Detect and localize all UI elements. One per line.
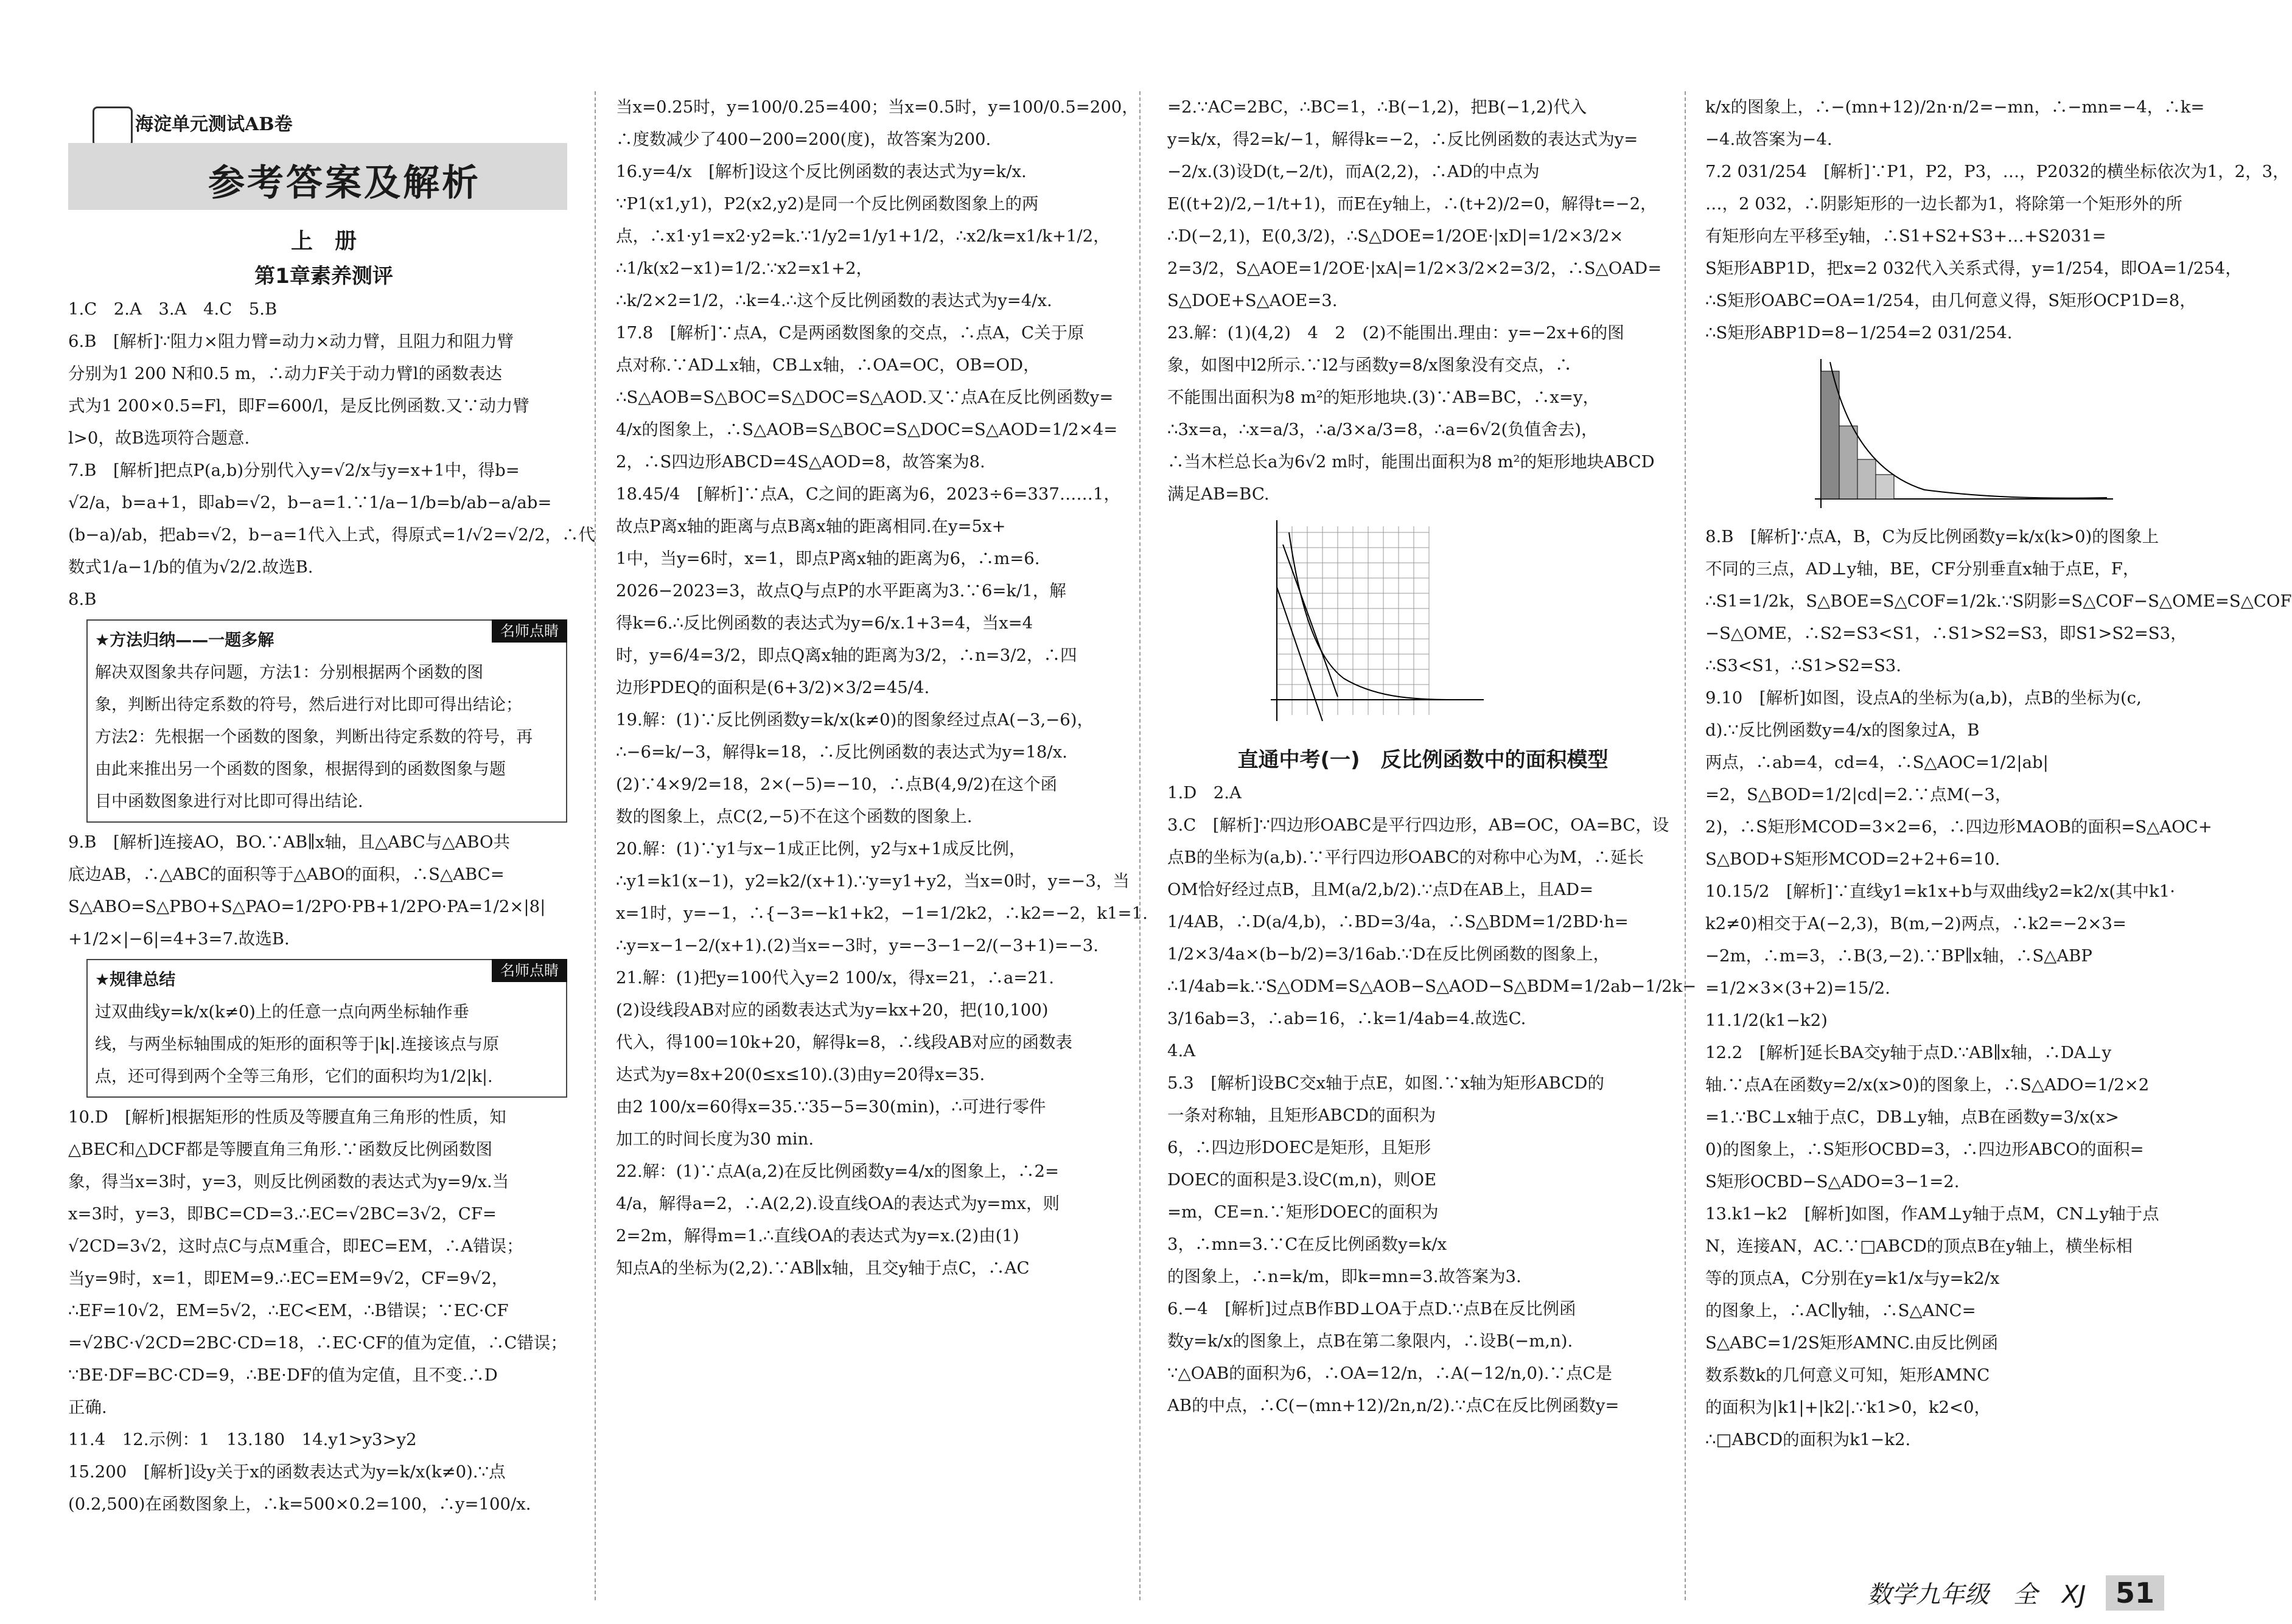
answer-line: 1.D 2.A: [1167, 783, 1242, 803]
answer-line: 9.10 [解析]如图，设点A的坐标为(a,b)，点B的坐标为(c,: [1705, 688, 2142, 708]
answer-line: 4/x的图象上，∴S△AOB=S△BOC=S△DOC=S△AOD=1/2×4=: [616, 420, 1118, 439]
volume-title: 上 册: [290, 229, 357, 254]
tip-line: 线，与两坐标轴围成的矩形的面积等于|k|.连接该点与原: [95, 1035, 500, 1054]
answer-line: 5.3 [解析]设BC交x轴于点E，如图.∵x轴为矩形ABCD的: [1167, 1073, 1604, 1093]
answer-line: 当x=0.25时，y=100/0.25=400；当x=0.5时，y=100/0.5=200，: [616, 97, 1139, 117]
answer-line: ∴□ABCD的面积为k1−k2.: [1705, 1430, 1911, 1449]
answer-line: 数y=k/x的图象上，点B在第二象限内，∴设B(−m,n).: [1167, 1331, 1573, 1351]
answer-line: S矩形ABP1D，把x=2 032代入关系式得，y=1/254，即OA=1/254，: [1705, 259, 2242, 278]
answer-line: AB的中点，∴C(−(mn+12)/2n,n/2).∵点C在反比例函数y=: [1167, 1396, 1619, 1415]
step-area-figure: [1803, 353, 2119, 517]
tip-tag: 名师点睛: [492, 959, 567, 982]
tip-title: ★方法归纳——一题多解: [95, 631, 274, 650]
answer-line: l>0，故B选项符合题意.: [68, 428, 250, 448]
answer-line: 正确.: [68, 1398, 107, 1417]
answer-line: =√2BC·√2CD=2BC·CD=18，∴EC·CF的值为定值，∴C错误；: [68, 1333, 567, 1353]
page-footer: [1867, 1575, 2164, 1611]
answer-line: 7.2 031/254 [解析]∵P1，P2，P3，…，P2032的横坐标依次为1，2，3，: [1705, 162, 2290, 181]
answer-line: 数式1/a−1/b的值为√2/2.故选B.: [68, 557, 313, 577]
tip-title: ★规律总结: [95, 971, 176, 989]
answer-line: 6.B [解析]∵阻力×阻力臂=动力×动力臂，且阻力和阻力臂: [68, 332, 514, 351]
answer-line: 11.1/2(k1−k2): [1705, 1011, 1828, 1030]
answer-line: 得k=6.∴反比例函数的表达式为y=6/x.1+3=4，当x=4: [616, 613, 1033, 633]
answer-line: △BEC和△DCF都是等腰直角三角形.∵函数反比例函数图: [68, 1140, 493, 1159]
answer-line: 数系数k的几何意义可知，矩形AMNC: [1705, 1365, 1990, 1385]
answer-line: 一条对称轴，且矩形ABCD的面积为: [1167, 1106, 1436, 1125]
tip-line: 象，判断出待定系数的符号，然后进行对比即可得出结论；: [95, 695, 522, 714]
answer-line: 不同的三点，AD⊥y轴，BE，CF分别垂直x轴于点E，F，: [1705, 559, 2140, 579]
answer-line: k2≠0)相交于A(−2,3)，B(m,−2)两点，∴k2=−2×3=: [1705, 914, 2126, 933]
answer-line: 11.4 12.示例：1 13.180 14.y1>y3>y2: [68, 1430, 417, 1449]
answer-line: −S△OME，∴S2=S3<S1，∴S1>S2=S3，即S1>S2=S3，: [1705, 624, 2187, 643]
answer-line: ∴S1=1/2k，S△BOE=S△COF=1/2k.∵S阴影=S△COF−S△OME=S△COF: [1705, 591, 2292, 611]
answer-line: N，连接AN，AC.∵□ABCD的顶点B在y轴上，横坐标相: [1705, 1236, 2133, 1256]
answer-line: ∴EF=10√2，EM=5√2，∴EC<EM，∴B错误；∵EC·CF: [68, 1301, 509, 1320]
answer-line: ∵△OAB的面积为6，∴OA=12/n，∴A(−12/n,0).∵点C是: [1167, 1364, 1613, 1383]
answer-line: 2)，∴S矩形MCOD=3×2=6，∴四边形MAOB的面积=S△AOC+: [1705, 817, 2212, 837]
answer-line: √2/a，b=a+1，即ab=√2，b−a=1.∵1/a−1/b=b/ab−a/ab=: [68, 493, 552, 512]
answer-line: 15.200 [解析]设y关于x的函数表达式为y=k/x(k≠0).∵点: [68, 1462, 506, 1482]
answer-line: 分别为1 200 N和0.5 m，∴动力F关于动力臂l的函数表达: [68, 364, 502, 383]
answer-line: 2=2m，解得m=1.∴直线OA的表达式为y=x.(2)由(1): [616, 1226, 1019, 1246]
page-number: 51: [2106, 1575, 2164, 1611]
tip-line: 方法2：先根据一个函数的图象，判断出待定系数的符号，再: [95, 728, 533, 747]
answer-line: 21.解：(1)把y=100代入y=2 100/x，得x=21，∴a=21.: [616, 968, 1055, 988]
answer-line: 23.解：(1)(4,2) 4 2 (2)不能围出.理由：y=−2x+6的图: [1167, 323, 1624, 343]
answer-line: 象，得当x=3时，y=3，则反比例函数的表达式为y=9/x.当: [68, 1172, 509, 1191]
answer-line: y=k/x，得2=k/−1，解得k=−2，∴反比例函数的表达式为y=: [1167, 130, 1638, 149]
answer-line: 1/2×3/4a×(b−b/2)=3/16ab.∵D在反比例函数的图象上，: [1167, 944, 1610, 964]
answer-line: 13.k1−k2 [解析]如图，作AM⊥y轴于点M，CN⊥y轴于点: [1705, 1204, 2159, 1224]
answer-line: ∴S矩形ABP1D=8−1/254=2 031/254.: [1705, 323, 2013, 343]
answer-line: ∴S矩形OABC=OA=1/254，由几何意义得，S矩形OCP1D=8，: [1705, 291, 2196, 310]
answer-line: (2)∵4×9/2=18，2×(−5)=−10，∴点B(4,9/2)在这个函: [616, 775, 1058, 794]
answer-lines: [68, 1101, 579, 1521]
answer-line: 时，y=6/4=3/2，即点Q离x轴的距离为3/2，∴n=3/2，∴四: [616, 646, 1077, 665]
tip-line: 目中函数图象进行对比即可得出结论.: [95, 792, 363, 811]
answer-line: +1/2×|−6|=4+3=7.故选B.: [68, 929, 290, 949]
answer-line: 8.B: [68, 590, 97, 609]
answer-line: =1/2×3×(3+2)=15/2.: [1705, 978, 1890, 998]
answer-line: (b−a)/ab，把ab=√2，b−a=1代入上式，得原式=1/√2=√2/2，∴代: [68, 525, 596, 545]
column-divider: [595, 91, 596, 1600]
answer-line: 10.15/2 [解析]∵直线y1=k1x+b与双曲线y2=k2/x(其中k1·: [1705, 882, 2175, 901]
answer-line: 点对称.∵AD⊥x轴，CB⊥x轴，∴OA=OC，OB=OD，: [616, 355, 1040, 375]
answer-line: 2026−2023=3，故点Q与点P的水平距离为3.∵6=k/1，解: [616, 581, 1066, 601]
answer-line: 0)的图象上，∴S矩形OCBD=3，∴四边形ABCO的面积=: [1705, 1140, 2144, 1159]
answer-line: 加工的时间长度为30 min.: [616, 1129, 814, 1149]
answer-line: x=1时，y=−1，∴{−3=−k1+k2，−1=1/2k2，∴k2=−2，k1=1.: [616, 904, 1148, 923]
answer-line: 8.B [解析]∵点A，B，C为反比例函数y=k/x(k>0)的图象上: [1705, 527, 2159, 546]
answer-line: ∴度数减少了400−200=200(度)，故答案为200.: [616, 130, 991, 149]
header: [68, 100, 567, 216]
answer-line: E((t+2)/2,−1/t+1)，而E在y轴上，∴(t+2)/2=0，解得t=−2，: [1167, 194, 1657, 214]
answer-line: =2，S△BOD=1/2|cd|=2.∵点M(−3，: [1705, 785, 2012, 804]
answer-line: 3/16ab=3，∴ab=16，∴k=1/4ab=4.故选C.: [1167, 1009, 1526, 1028]
answer-line: 22.解：(1)∵点A(a,2)在反比例函数y=4/x的图象上，∴2=: [616, 1162, 1060, 1181]
answer-line: 轴.∵点A在函数y=2/x(x>0)的图象上，∴S△ADO=1/2×2: [1705, 1075, 2150, 1095]
answer-line: =m，CE=n.∵矩形DOEC的面积为: [1167, 1202, 1439, 1222]
answer-line: ∴1/4ab=k.∵S△ODM=S△AOB−S△AOD−S△BDM=1/2ab−1/2k−: [1167, 977, 1697, 996]
answer-line: ∴y=x−1−2/(x+1).(2)当x=−3时，y=−3−1−2/(−3+1)=−3.: [616, 936, 1099, 955]
answer-line: ∴S△AOB=S△BOC=S△DOC=S△AOD.又∵点A在反比例函数y=: [616, 388, 1114, 407]
answer-line: 6，∴四边形DOEC是矩形，且矩形: [1167, 1138, 1431, 1157]
answer-line: 10.D [解析]根据矩形的性质及等腰直角三角形的性质，知: [68, 1107, 506, 1127]
answer-line: 9.B [解析]连接AO，BO.∵AB∥x轴，且△ABC与△ABO共: [68, 832, 511, 852]
chapter-title: 第1章素养测评: [254, 264, 393, 288]
answer-line: (2)设线段AB对应的函数表达式为y=kx+20，把(10,100): [616, 1000, 1049, 1020]
answer-line: (0.2,500)在函数图象上，∴k=500×0.2=100，∴y=100/x.: [68, 1494, 531, 1514]
answer-line: 18.45/4 [解析]∵点A，C之间的距离为6，2023÷6=337……1，: [616, 484, 1120, 504]
answer-line: d).∵反比例函数y=4/x的图象过A，B: [1705, 720, 1980, 740]
answer-line: 的图象上，∴n=k/m，即k=mn=3.故答案为3.: [1167, 1267, 1522, 1286]
answer-line: ∴当木栏总长a为6√2 m时，能围出面积为8 m²的矩形地块ABCD: [1167, 452, 1655, 472]
answer-line: 数的图象上，点C(2,−5)不在这个函数的图象上.: [616, 807, 973, 826]
answer-line: 点，∴x1·y1=x2·y2=k.∵1/y2=1/y1+1/2，∴x2/k=x1/k+1/2，: [616, 226, 1110, 246]
answer-line: …，2 032，∴阴影矩形的一边长都为1，将除第一个矩形外的所: [1705, 194, 2182, 214]
answer-line: −2/x.(3)设D(t,−2/t)，而A(2,2)，∴AD的中点为: [1167, 162, 1540, 181]
tip-line: 过双曲线y=k/x(k≠0)上的任意一点向两坐标轴作垂: [95, 1003, 469, 1022]
answer-line: 满足AB=BC.: [1167, 484, 1270, 504]
column-4: [1705, 91, 2292, 1456]
answer-line: ∴y1=k1(x−1)，y2=k2/(x+1).∵y=y1+y2，当x=0时，y=−3，当: [616, 871, 1130, 891]
answer-line: ∴D(−2,1)，E(0,3/2)，∴S△DOE=1/2OE·|xD|=1/2×3/2×: [1167, 226, 1624, 246]
answer-line: S△ABO=S△PBO+S△PAO=1/2PO·PB+1/2PO·PA=1/2×|8|: [68, 897, 546, 916]
answer-line: 底边AB，∴△ABC的面积等于△ABO的面积，∴S△ABC=: [68, 865, 505, 884]
answer-line: −2m，∴m=3，∴B(3,−2).∵BP∥x轴，∴S△ABP: [1705, 946, 2092, 966]
answer-line: S△DOE+S△AOE=3.: [1167, 291, 1338, 310]
answer-line: 有矩形向左平移至y轴，∴S1+S2+S3+…+S2031=: [1705, 226, 2106, 246]
answer-line: =2.∵AC=2BC，∴BC=1，∴B(−1,2)，把B(−1,2)代入: [1167, 97, 1587, 117]
answer-line: 不能围出面积为8 m²的矩形地块.(3)∵AB=BC，∴x=y，: [1167, 388, 1599, 407]
answer-line: √2CD=3√2，这时点C与点M重合，即EC=EM，∴A错误；: [68, 1236, 523, 1256]
publisher-logo: [93, 106, 133, 147]
answer-line: 等的顶点A，C分别在y=k1/x与y=k2/x: [1705, 1269, 2000, 1288]
answer-lines: [68, 293, 596, 616]
answer-line: 6.−4 [解析]过点B作BD⊥OA于点D.∵点B在反比例函: [1167, 1299, 1576, 1319]
answer-line: ∵BE·DF=BC·CD=9，∴BE·DF的值为定值，且不变.∴D: [68, 1365, 498, 1385]
answer-line: ∴k/2×2=1/2，∴k=4.∴这个反比例函数的表达式为y=4/x.: [616, 291, 1052, 310]
answer-lines: [68, 826, 579, 955]
tip-tag: 名师点睛: [492, 619, 567, 643]
column-1: [68, 224, 596, 1521]
answer-line: ∴1/k(x2−x1)=1/2.∵x2=x1+2，: [616, 259, 873, 278]
tip-box-method: [86, 619, 567, 823]
answer-line: OM恰好经过点B，且M(a/2,b/2).∵点D在AB上，且AD=: [1167, 880, 1594, 899]
graph-figure: [1253, 514, 1496, 739]
answer-line: 2=3/2，S△AOE=1/2OE·|xA|=1/2×3/2×2=3/2，∴S△OAD=: [1167, 259, 1662, 278]
column-divider: [1685, 91, 1686, 1600]
answer-line: =1.∵BC⊥x轴于点C，DB⊥y轴，点B在函数y=3/x(x>: [1705, 1107, 2119, 1127]
answer-line: 达式为y=8x+20(0≤x≤10).(3)由y=20得x=35.: [616, 1065, 985, 1084]
banner: [68, 143, 567, 210]
answer-line: S△BOD+S矩形MCOD=2+2+6=10.: [1705, 849, 2000, 869]
answer-line: k/x的图象上，∴−(mn+12)/2n·n/2=−mn，∴−mn=−4，∴k=: [1705, 97, 2205, 117]
answer-line: 知点A的坐标为(2,2).∵AB∥x轴，且交y轴于点C，∴AC: [616, 1258, 1030, 1278]
answer-line: 20.解：(1)∵y1与x−1成正比例，y2与x+1成反比例，: [616, 839, 1026, 859]
answer-line: x=3时，y=3，即BC=CD=3.∴EC=√2BC=3√2，CF=: [68, 1204, 497, 1224]
answer-line: 的面积为|k1|+|k2|.∵k1>0，k2<0，: [1705, 1398, 1991, 1417]
answer-line: 当y=9时，x=1，即EM=9.∴EC=EM=9√2，CF=9√2，: [68, 1269, 509, 1288]
answer-line: 4.A: [1167, 1041, 1196, 1061]
brand-title: 海淀单元测试AB卷: [135, 114, 293, 135]
answer-line: 代入，得100=10k+20，解得k=8，∴线段AB对应的函数表: [616, 1033, 1072, 1052]
answer-line: 点B的坐标为(a,b).∵平行四边形OABC的对称中心为M，∴延长: [1167, 848, 1644, 867]
tip-line: 解决双图象共存问题，方法1：分别根据两个函数的图: [95, 663, 484, 682]
answer-line: 故点P离x轴的距离与点B离x轴的距离相同.在y=5x+: [616, 517, 1006, 536]
answer-line: 17.8 [解析]∵点A，C是两函数图象的交点，∴点A，C关于原: [616, 323, 1085, 343]
page-title: 参考答案及解析: [208, 162, 481, 204]
answer-line: 1.C 2.A 3.A 4.C 5.B: [68, 299, 278, 319]
answer-line: 12.2 [解析]延长BA交y轴于点D.∵AB∥x轴，∴DA⊥y: [1705, 1043, 2112, 1062]
answer-line: ∴S3<S1，∴S1>S2=S3.: [1705, 656, 1902, 675]
answer-line: 的图象上，∴AC∥y轴，∴S△ANC=: [1705, 1301, 1976, 1320]
answer-line: S△ABC=1/2S矩形AMNC.由反比例函: [1705, 1333, 1999, 1353]
column-3: [1167, 91, 1697, 1422]
answer-line: 由2 100/x=60得x=35.∵35−5=30(min)，∴可进行零件: [616, 1097, 1046, 1117]
tip-box-rule: [86, 959, 567, 1098]
answer-line: 16.y=4/x [解析]设这个反比例函数的表达式为y=k/x.: [616, 162, 1027, 181]
answer-line: 两点，∴ab=4，cd=4，∴S△AOC=1/2|ab|: [1705, 753, 2049, 772]
answer-line: DOEC的面积是3.设C(m,n)，则OE: [1167, 1170, 1437, 1190]
tip-line: 由此来推出另一个函数的图象，根据得到的函数图象与题: [95, 760, 506, 779]
subject-label: 数学九年级 全 XJ: [1867, 1581, 2086, 1609]
answer-line: ∵P1(x1,y1)，P2(x2,y2)是同一个反比例函数图象上的两: [616, 194, 1039, 214]
tip-line: 点，还可得到两个全等三角形，它们的面积均为1/2|k|.: [95, 1067, 493, 1086]
answer-line: 3，∴mn=3.∵C在反比例函数y=k/x: [1167, 1235, 1447, 1254]
answer-line: −4.故答案为−4.: [1705, 130, 1833, 149]
answer-line: S矩形OCBD−S△ADO=3−1=2.: [1705, 1172, 1960, 1191]
answer-line: 象，如图中l2所示.∵l2与函数y=8/x图象没有交点，∴: [1167, 355, 1572, 375]
answer-line: ∴−6=k/−3，解得k=18，∴反比例函数的表达式为y=18/x.: [616, 742, 1067, 762]
answer-line: 2，∴S四边形ABCD=4S△AOD=8，故答案为8.: [616, 452, 985, 472]
answer-line: 19.解：(1)∵反比例函数y=k/x(k≠0)的图象经过点A(−3,−6)，: [616, 710, 1094, 730]
answer-line: 7.B [解析]把点P(a,b)分别代入y=√2/x与y=x+1中，得b=: [68, 461, 520, 480]
answer-line: 边形PDEQ的面积是(6+3/2)×3/2=45/4.: [616, 678, 930, 697]
column-2: [616, 91, 1148, 1284]
answer-line: 式为1 200×0.5=Fl，即F=600/l，是反比例函数.又∵动力臂: [68, 396, 529, 416]
column-divider: [1139, 91, 1141, 1600]
section-title: 直通中考(一) 反比例函数中的面积模型: [1237, 748, 1609, 772]
answer-line: 1/4AB，∴D(a/4,b)，∴BD=3/4a，∴S△BDM=1/2BD·h=: [1167, 912, 1629, 932]
answer-line: ∴3x=a，∴x=a/3，∴a/3×a/3=8，∴a=6√2(负值舍去)，: [1167, 420, 1598, 439]
answer-line: 3.C [解析]∵四边形OABC是平行四边形，AB=OC，OA=BC，设: [1167, 815, 1669, 835]
answer-line: 1中，当y=6时，x=1，即点P离x轴的距离为6，∴m=6.: [616, 549, 1040, 568]
answer-line: 4/a，解得a=2，∴A(2,2).设直线OA的表达式为y=mx，则: [616, 1194, 1060, 1213]
